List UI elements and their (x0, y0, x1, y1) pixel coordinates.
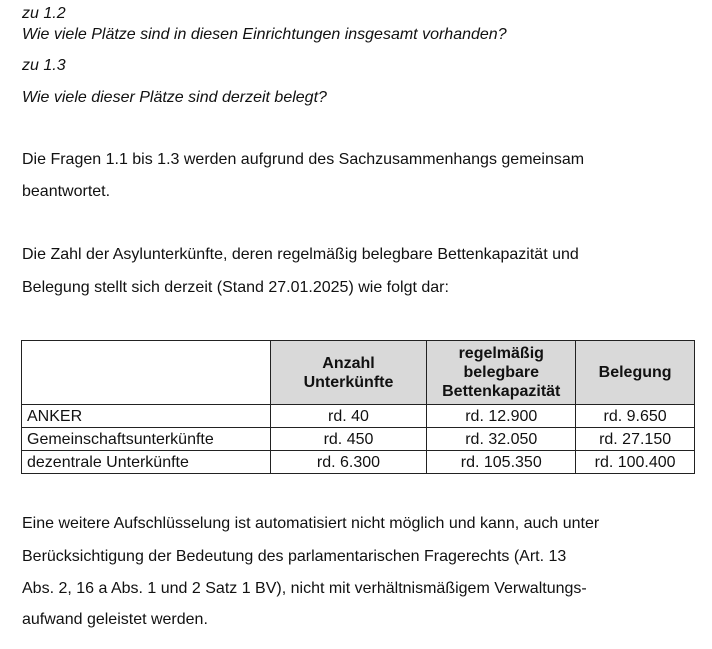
header-text: belegbare (463, 364, 540, 381)
cell-belegung: rd. 9.650 (576, 405, 695, 428)
question-1-3-text: Wie viele dieser Plätze sind derzeit belegt? (22, 89, 327, 106)
row-label: ANKER (22, 405, 271, 428)
question-1-2-text: Wie viele Plätze sind in diesen Einrichtungen insgesamt vorhanden? (22, 26, 507, 43)
cell-belegung: rd. 27.150 (576, 428, 695, 451)
cell-kapazitaet: rd. 105.350 (427, 451, 576, 474)
row-label: Gemeinschaftsunterkünfte (22, 428, 271, 451)
header-text: Unterkünfte (303, 373, 394, 391)
question-1-3-label: zu 1.3 (22, 57, 66, 74)
cell-kapazitaet: rd. 32.050 (427, 428, 576, 451)
table-row (22, 405, 695, 428)
paragraph-line: aufwand geleistet werden. (22, 611, 208, 628)
cell-anzahl: rd. 40 (270, 405, 427, 428)
paragraph-line: Eine weitere Aufschlüsselung ist automatisiert nicht möglich und kann, auch unter (22, 515, 600, 532)
cell-anzahl: rd. 6.300 (270, 451, 427, 474)
header-cell-empty (22, 341, 271, 405)
table-header-row (22, 341, 695, 405)
paragraph-line: Abs. 2, 16 a Abs. 1 und 2 Satz 1 BV), nicht mit verhältnismäßigem Verwaltungs- (22, 580, 587, 597)
paragraph-line: beantwortet. (22, 183, 111, 200)
cell-anzahl: rd. 450 (270, 428, 427, 451)
question-1-2-label: zu 1.2 (22, 5, 66, 22)
header-cell-anzahl (270, 341, 427, 405)
table-row (22, 451, 695, 474)
paragraph-line: Die Fragen 1.1 bis 1.3 werden aufgrund des Sachzusammenhangs gemeinsam (22, 151, 585, 168)
header-text: regelmäßig (458, 345, 544, 362)
accommodation-table (21, 340, 695, 474)
paragraph-line: Berücksichtigung der Bedeutung des parlamentarischen Fragerechts (Art. 13 (22, 548, 567, 565)
cell-belegung: rd. 100.400 (576, 451, 695, 474)
header-cell-belegung: Belegung (576, 341, 695, 405)
cell-kapazitaet: rd. 12.900 (427, 405, 576, 428)
header-text: Bettenkapazität (442, 383, 561, 400)
header-cell-kapazitaet (427, 341, 576, 405)
paragraph-line: Die Zahl der Asylunterkünfte, deren regelmäßig belegbare Bettenkapazität und (22, 246, 579, 263)
table-row (22, 428, 695, 451)
paragraph-line: Belegung stellt sich derzeit (Stand 27.01.2025) wie folgt dar: (22, 279, 449, 296)
header-text: Anzahl (322, 354, 375, 372)
row-label: dezentrale Unterkünfte (22, 451, 271, 474)
